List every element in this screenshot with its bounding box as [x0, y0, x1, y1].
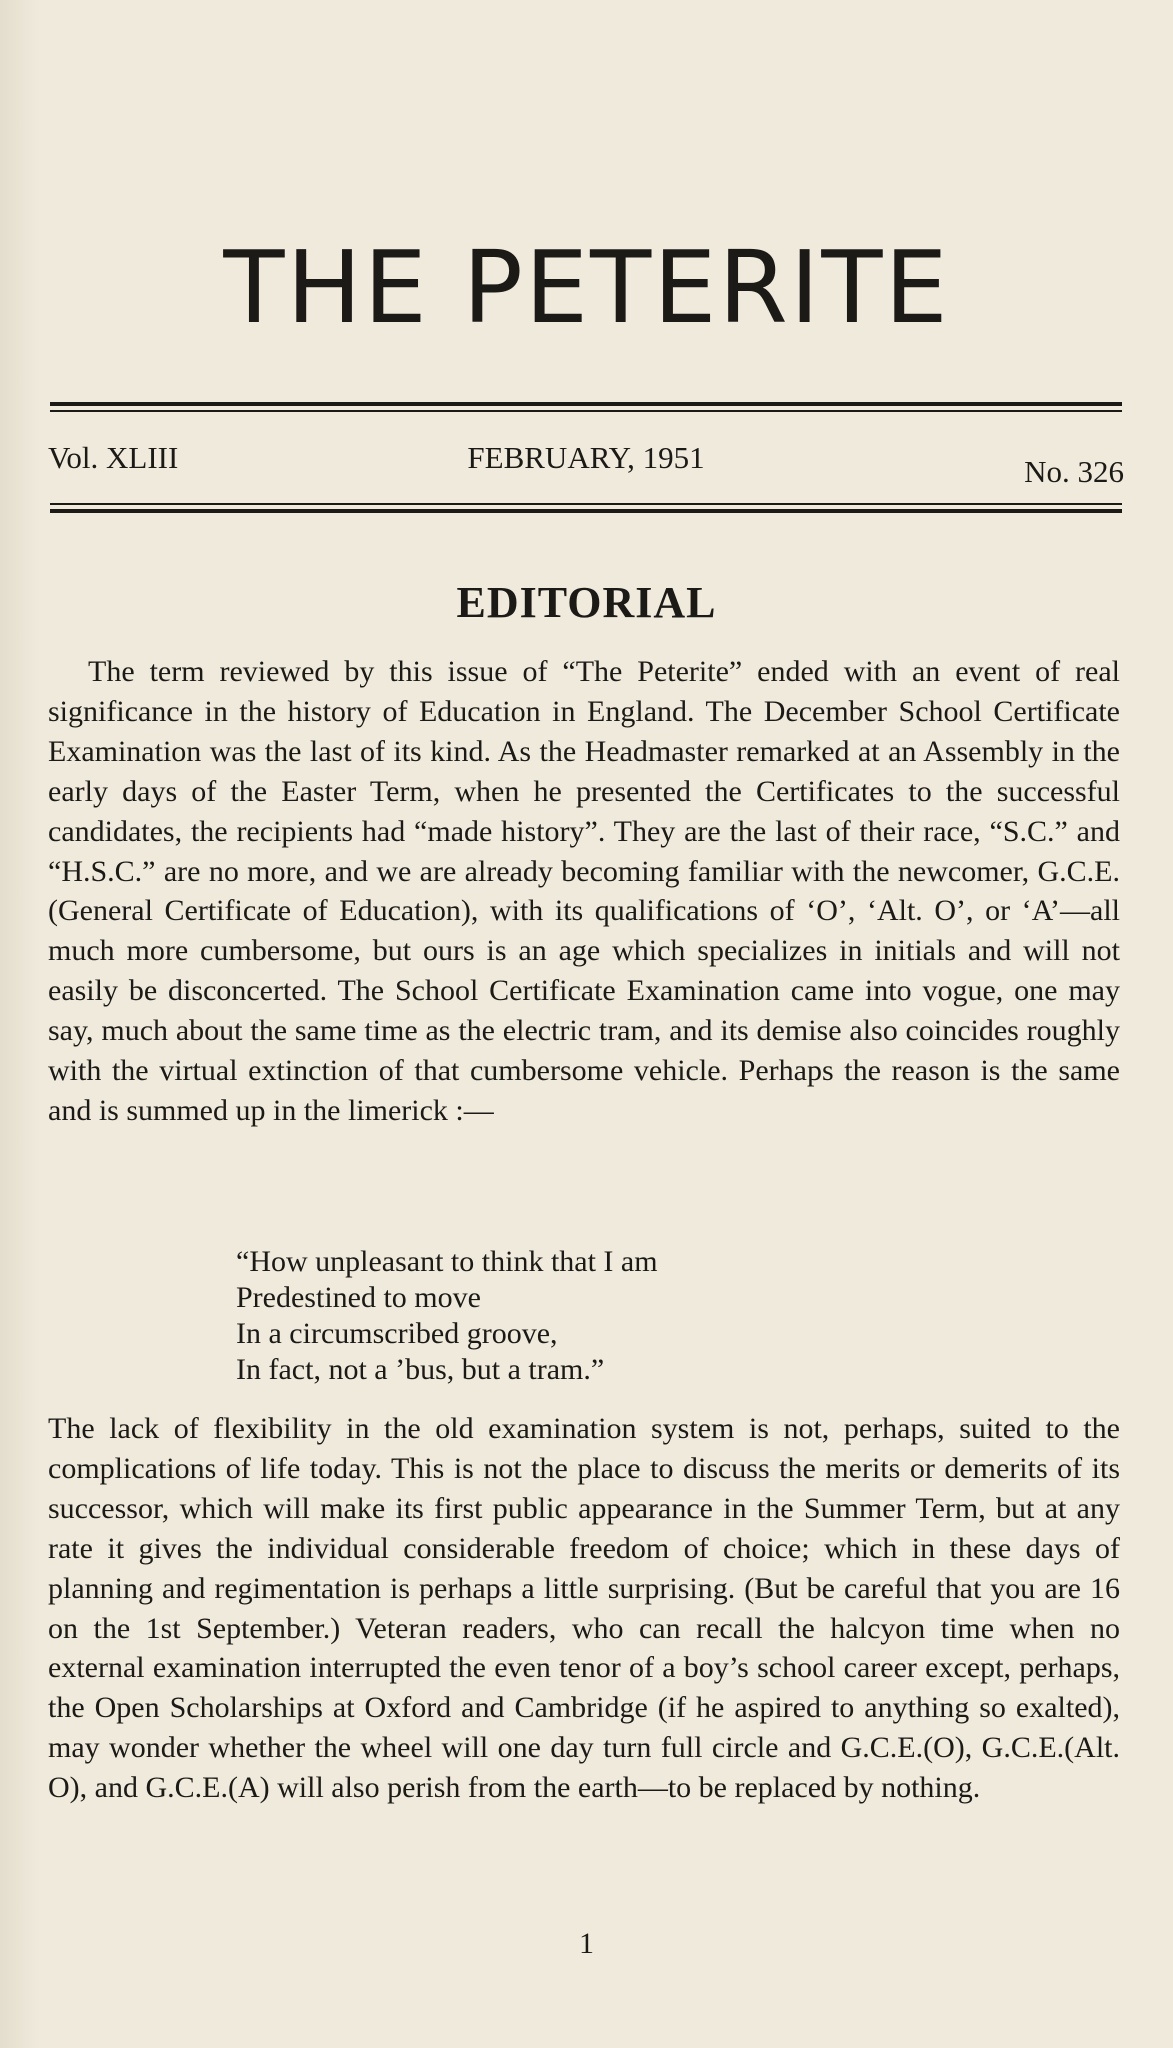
masthead-rule-top: [50, 402, 1122, 412]
rule-thin-line: [50, 410, 1122, 412]
rule-thin-line: [50, 503, 1122, 505]
issue-volume: Vol. XLIII: [48, 440, 179, 475]
verse-line-1: “How unpleasant to think that I am: [236, 1245, 658, 1278]
verse-line-4: In fact, not a ’bus, but a tram.”: [236, 1353, 605, 1386]
section-title: EDITORIAL: [456, 578, 717, 627]
page-number: 1: [579, 1927, 594, 1960]
masthead-title: THE PETERITE: [223, 229, 950, 346]
verse-line-3: In a circumscribed groove,: [236, 1317, 558, 1350]
editorial-paragraph-1: The term reviewed by this issue of “The Peterite” ended with an event of real significance in the history of Education in England. The December School Certificate Examination was the last of its kind. As the Headmaster remarked at an Assembly in the early days of the Easter Term, when he presented the Certificates to the successful candidates, the recipients had “made history”. They are the last of their race, “S.C.” and “H.S.C.” are no more, and we are already becoming familiar with the newcomer, G.C.E. (General Certificate of Education), with its qualifications of ‘O’, ‘Alt. O’, or ‘A’—all much more cumbersome, but ours is an age which specializes in initials and will not easily be disconcerted. The School Certificate Examination came into vogue, one may say, much about the same time as the electric tram, and its demise also coincides roughly with the virtual extinction of that cumbersome vehicle. Perhaps the reason is the same and is summed up in the limerick :—: [48, 655, 1120, 1127]
issue-date: FEBRUARY, 1951: [467, 440, 705, 475]
issue-number: No. 326: [1024, 454, 1124, 489]
rule-thick-line: [50, 509, 1122, 513]
limerick-verse: [236, 1244, 658, 1388]
masthead-rule-bottom: [50, 503, 1122, 513]
editorial-paragraph-2: The lack of flexibility in the old examination system is not, perhaps, suited to the complications of life today. This is not the place to discuss the merits or demerits of its successor, which will make its first public appearance in the Summer Term, but at any rate it gives the individual considerable freedom of choice; which in these days of planning and regimentation is perhaps a little surprising. (But be careful that you are 16 on the 1st September.) Veteran readers, who can recall the halcyon time when no external examination interrupted the even tenor of a boy’s school career except, perhaps, the Open Scholarships at Oxford and Cambridge (if he aspired to anything so exalted), may wonder whether the wheel will one day turn full circle and G.C.E.(O), G.C.E.(Alt. O), and G.C.E.(A) will also perish from the earth—to be replaced by nothing.: [48, 1412, 1120, 1805]
rule-thick-line: [50, 402, 1122, 406]
verse-line-2: Predestined to move: [236, 1281, 481, 1314]
